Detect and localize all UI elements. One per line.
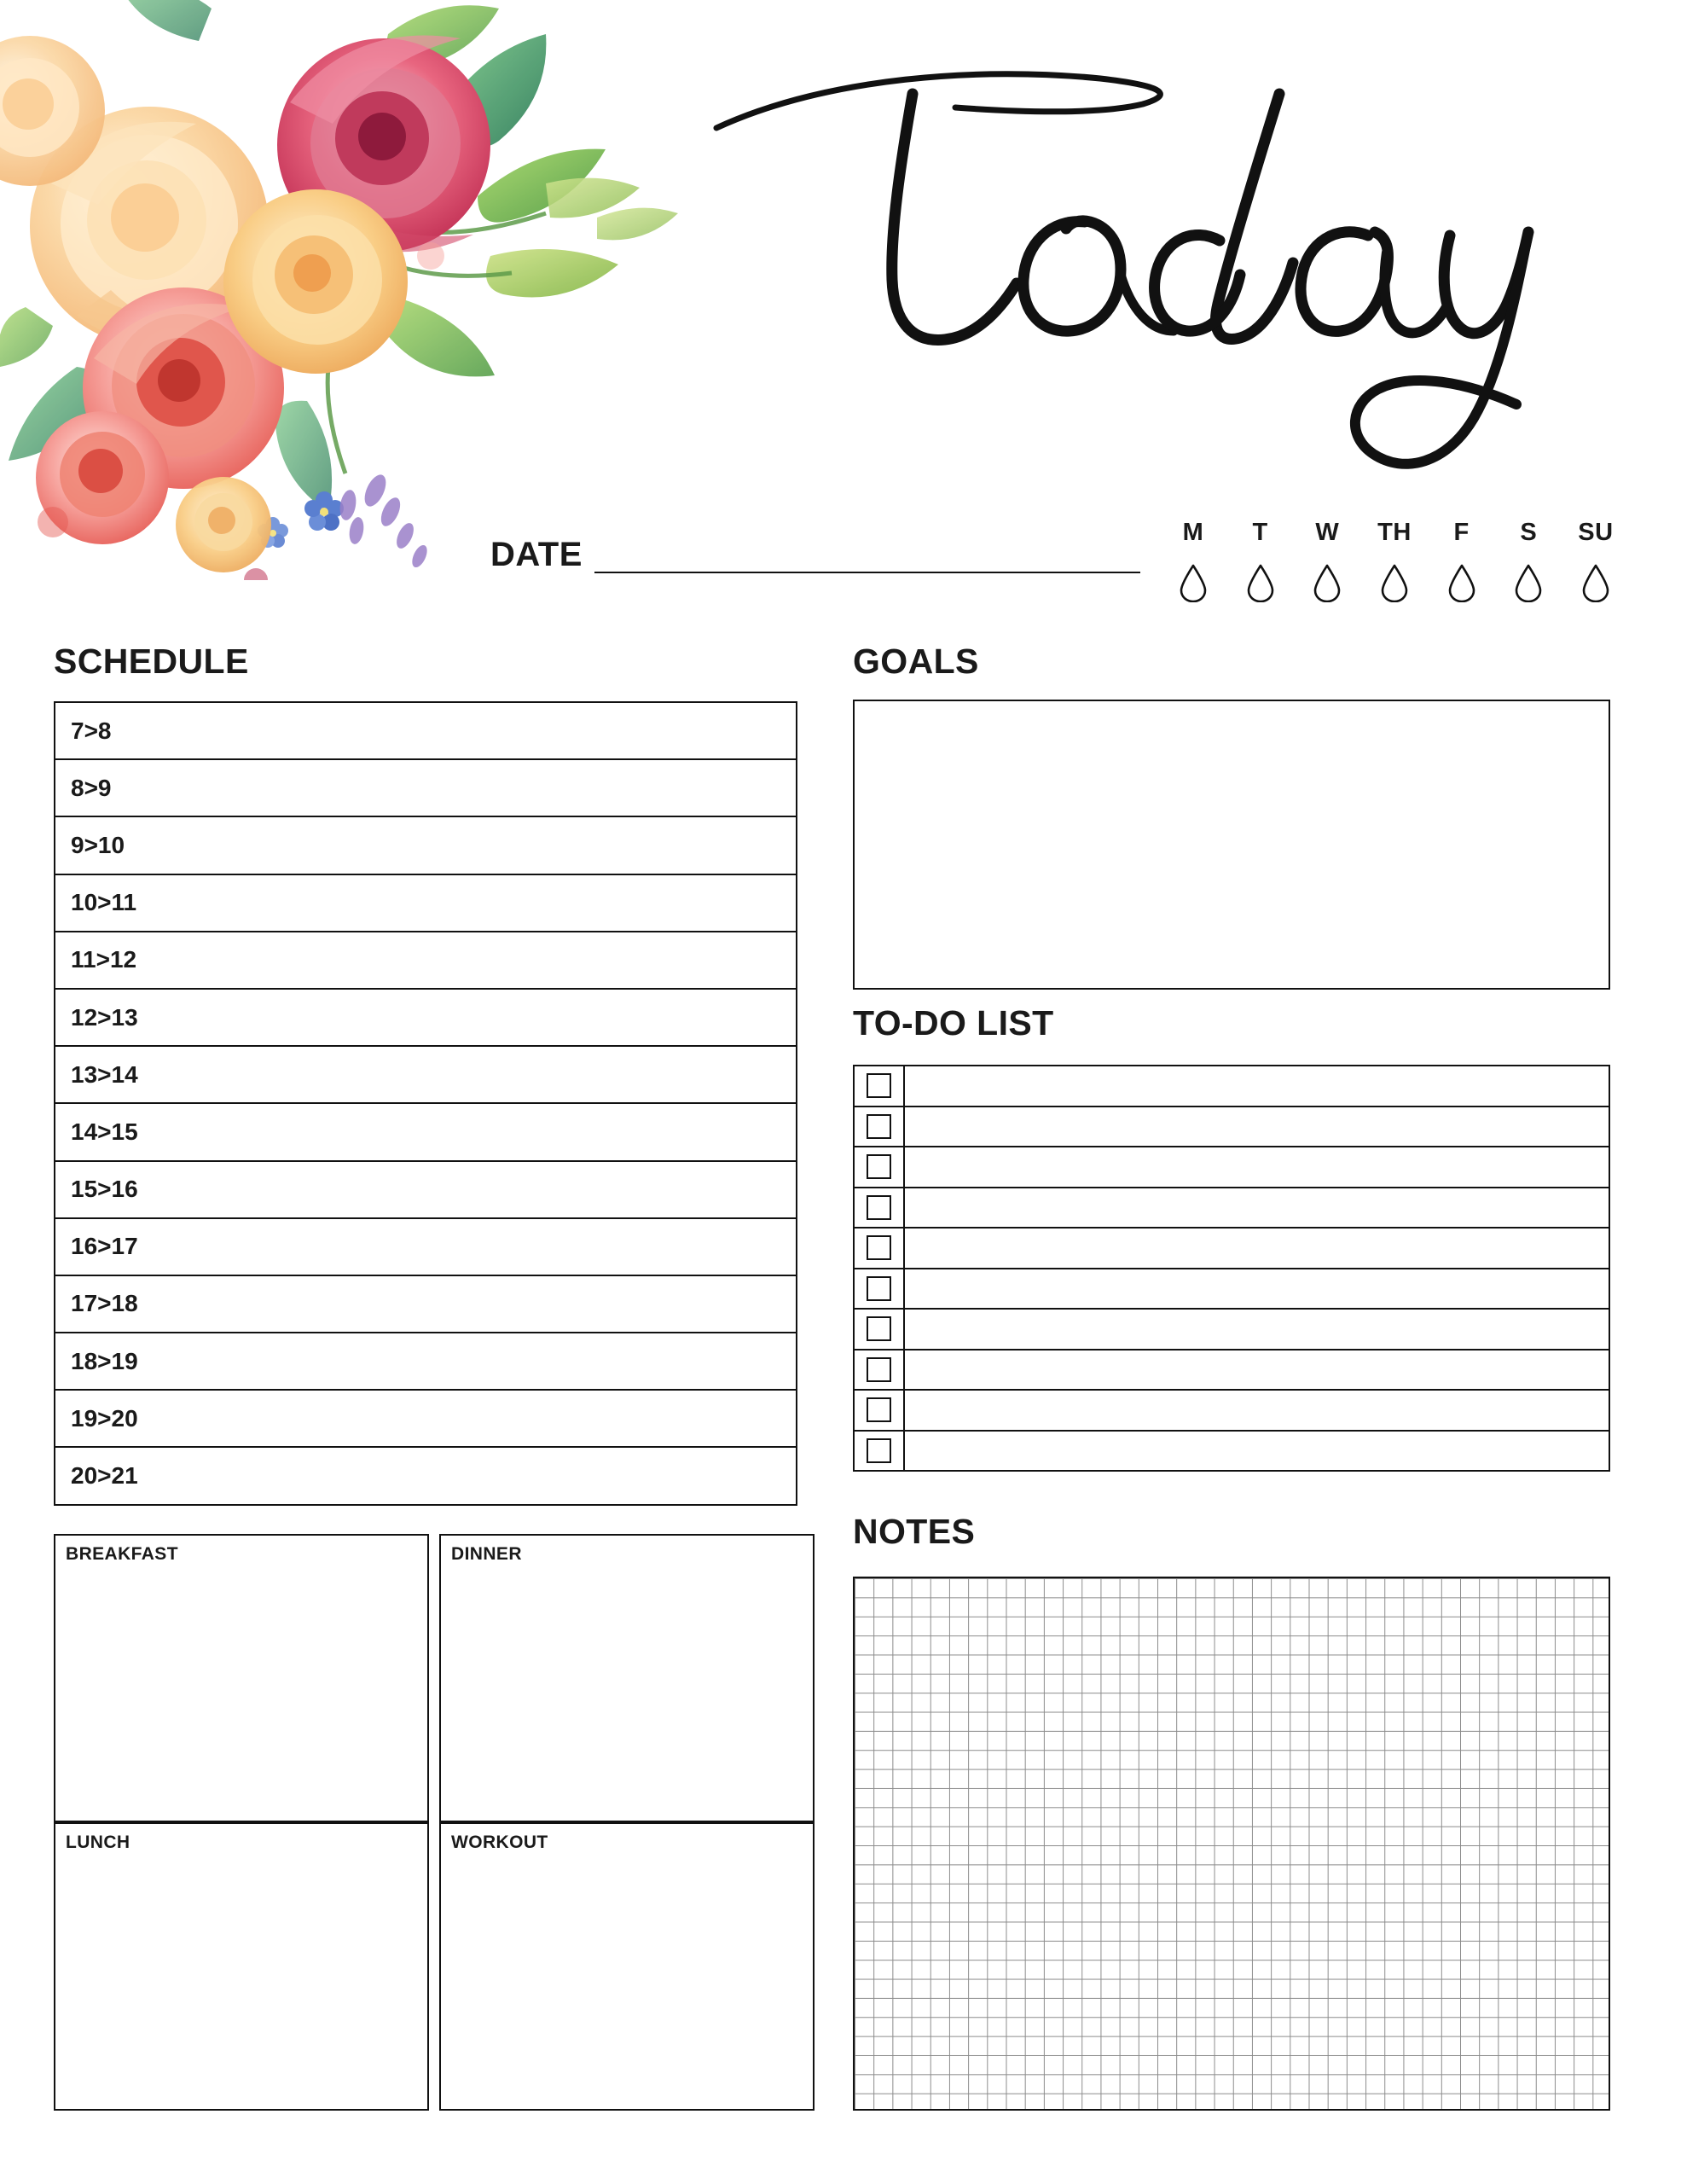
goals-heading: GOALS <box>853 642 979 681</box>
todo-row[interactable] <box>855 1350 1609 1391</box>
todo-checkbox[interactable] <box>867 1438 891 1463</box>
schedule-time-label: 11>12 <box>71 946 137 973</box>
weekday-droplet-row <box>1168 563 1620 602</box>
todo-text-field[interactable] <box>903 1066 1609 1106</box>
schedule-time-label: 14>15 <box>71 1118 138 1145</box>
todo-checkbox[interactable] <box>867 1276 891 1301</box>
todo-checkbox[interactable] <box>867 1073 891 1098</box>
lunch-label: LUNCH <box>66 1833 130 1852</box>
todo-checkbox[interactable] <box>867 1316 891 1341</box>
breakfast-box[interactable] <box>54 1534 429 1822</box>
weekday-w: W <box>1315 519 1340 546</box>
schedule-row[interactable] <box>55 1391 796 1448</box>
weekday-s: S <box>1520 519 1538 546</box>
schedule-time-label: 12>13 <box>71 1003 138 1031</box>
schedule-time-label: 18>19 <box>71 1347 138 1374</box>
weekday-header <box>1168 519 1620 547</box>
water-droplet-5[interactable] <box>1437 563 1487 602</box>
todo-checkbox[interactable] <box>867 1357 891 1382</box>
weekday-m: M <box>1182 519 1204 546</box>
water-droplet-3[interactable] <box>1302 563 1352 602</box>
schedule-row[interactable] <box>55 1219 796 1276</box>
schedule-row[interactable] <box>55 1104 796 1161</box>
weekday-t: T <box>1252 519 1268 546</box>
schedule-table <box>54 701 797 1506</box>
todo-row[interactable] <box>855 1432 1609 1472</box>
schedule-row[interactable] <box>55 1333 796 1391</box>
todo-row[interactable] <box>855 1269 1609 1310</box>
schedule-time-label: 8>9 <box>71 774 112 801</box>
schedule-time-label: 9>10 <box>71 831 125 858</box>
water-droplet-6[interactable] <box>1504 563 1553 602</box>
todo-text-field[interactable] <box>903 1350 1609 1390</box>
todo-text-field[interactable] <box>903 1432 1609 1471</box>
schedule-row[interactable] <box>55 817 796 874</box>
todo-text-field[interactable] <box>903 1188 1609 1228</box>
workout-label: WORKOUT <box>451 1833 548 1852</box>
weekday-f: F <box>1453 519 1470 546</box>
todo-text-field[interactable] <box>903 1147 1609 1187</box>
schedule-row[interactable] <box>55 990 796 1047</box>
todo-row[interactable] <box>855 1391 1609 1432</box>
dinner-label: DINNER <box>451 1544 522 1564</box>
todo-text-field[interactable] <box>903 1391 1609 1430</box>
dinner-box[interactable] <box>439 1534 815 1822</box>
schedule-time-label: 10>11 <box>71 889 137 916</box>
schedule-row[interactable] <box>55 932 796 990</box>
todo-row[interactable] <box>855 1107 1609 1148</box>
todo-heading: TO-DO LIST <box>853 1003 1054 1043</box>
todo-text-field[interactable] <box>903 1228 1609 1268</box>
schedule-row[interactable] <box>55 1047 796 1104</box>
schedule-row[interactable] <box>55 703 796 760</box>
schedule-time-label: 16>17 <box>71 1233 138 1260</box>
schedule-time-label: 13>14 <box>71 1060 138 1088</box>
schedule-time-label: 15>16 <box>71 1176 138 1203</box>
water-droplet-1[interactable] <box>1168 563 1218 602</box>
notes-grid[interactable] <box>853 1577 1610 2111</box>
todo-row[interactable] <box>855 1228 1609 1269</box>
todo-checkbox[interactable] <box>867 1114 891 1139</box>
schedule-time-label: 19>20 <box>71 1404 138 1432</box>
schedule-row[interactable] <box>55 1162 796 1219</box>
page-title <box>699 60 1569 486</box>
todo-row[interactable] <box>855 1188 1609 1229</box>
todo-text-field[interactable] <box>903 1269 1609 1309</box>
schedule-row[interactable] <box>55 875 796 932</box>
date-label: DATE <box>490 536 583 573</box>
weekday-su: SU <box>1578 519 1614 546</box>
breakfast-label: BREAKFAST <box>66 1544 178 1564</box>
todo-checkbox[interactable] <box>867 1235 891 1260</box>
todo-row[interactable] <box>855 1310 1609 1350</box>
todo-row[interactable] <box>855 1066 1609 1107</box>
water-droplet-4[interactable] <box>1370 563 1419 602</box>
todo-text-field[interactable] <box>903 1107 1609 1147</box>
todo-checkbox[interactable] <box>867 1195 891 1220</box>
water-droplet-7[interactable] <box>1571 563 1620 602</box>
schedule-row[interactable] <box>55 760 796 817</box>
schedule-time-label: 17>18 <box>71 1290 138 1317</box>
todo-row[interactable] <box>855 1147 1609 1188</box>
todo-checkbox[interactable] <box>867 1154 891 1179</box>
schedule-time-label: 7>8 <box>71 717 112 744</box>
weekday-th: TH <box>1377 519 1412 546</box>
schedule-row[interactable] <box>55 1276 796 1333</box>
schedule-time-label: 20>21 <box>71 1462 138 1490</box>
notes-heading: NOTES <box>853 1512 976 1551</box>
goals-box[interactable] <box>853 700 1610 990</box>
todo-checkbox[interactable] <box>867 1397 891 1422</box>
todo-text-field[interactable] <box>903 1310 1609 1349</box>
schedule-heading: SCHEDULE <box>54 642 249 681</box>
workout-box[interactable] <box>439 1822 815 2111</box>
floral-decoration <box>0 0 682 580</box>
lunch-box[interactable] <box>54 1822 429 2111</box>
date-input-line[interactable] <box>594 536 1140 573</box>
todo-list <box>853 1065 1610 1472</box>
water-droplet-2[interactable] <box>1236 563 1285 602</box>
schedule-row[interactable] <box>55 1448 796 1505</box>
